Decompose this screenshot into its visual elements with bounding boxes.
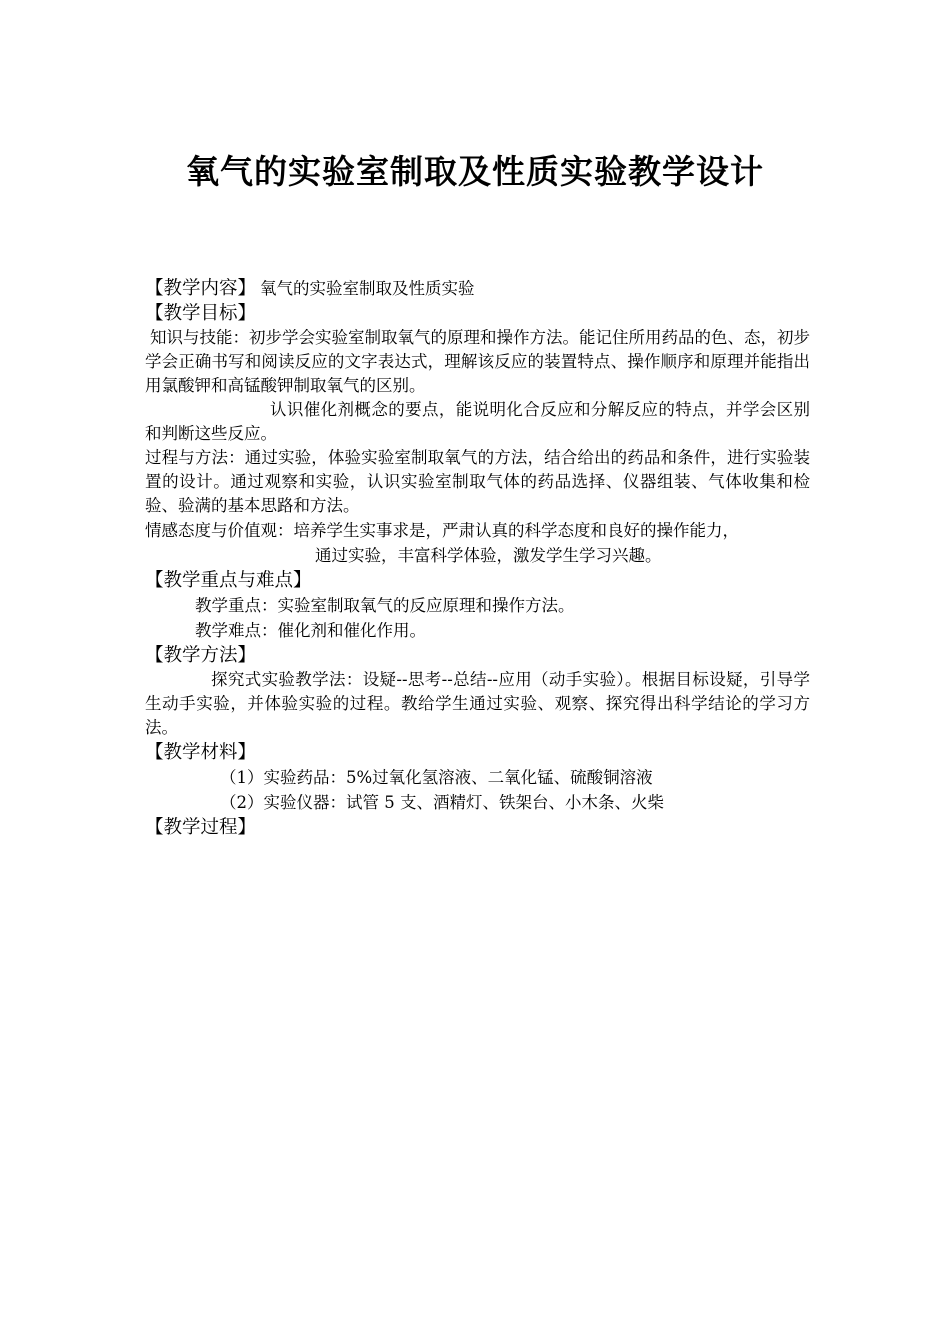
keypoints-heading: 【教学重点与难点】: [145, 570, 312, 591]
teaching-content-text: 氧气的实验室制取及性质实验: [260, 279, 475, 298]
teaching-method-heading: 【教学方法】: [145, 645, 257, 666]
document-title: 氧气的实验室制取及性质实验教学设计: [186, 152, 764, 191]
teaching-content-heading: 【教学内容】: [145, 278, 257, 299]
document-body: [145, 276, 810, 840]
emotion-line-2: 通过实验，丰富科学体验，激发学生学习兴趣。: [315, 546, 662, 565]
materials-item-1: （1）实验药品：5%过氧化氢溶液、二氧化锰、硫酸铜溶液: [220, 768, 653, 787]
teaching-materials-heading: 【教学材料】: [145, 742, 257, 763]
process-method-paragraph: 过程与方法：通过实验，体验实验室制取氧气的方法，结合给出的药品和条件，进行实验装置的设计。通过观察和实验，认识实验室制取气体的药品选择、仪器组装、气体收集和检验、验满的基本思路和方法。: [145, 448, 810, 515]
materials-item-2: （2）实验仪器：试管 5 支、酒精灯、铁架台、小木条、火柴: [220, 793, 664, 812]
knowledge-skills-paragraph: 知识与技能：初步学会实验室制取氧气的原理和操作方法。能记住所用药品的色、态，初步学会正确书写和阅读反应的文字表达式，理解该反应的装置特点、操作顺序和原理并能指出用氯酸钾和高锰酸钾制取氧气的区别。: [145, 328, 810, 395]
teaching-method-paragraph: 探究式实验教学法：设疑--思考--总结--应用（动手实验）。根据目标设疑，引导学生动手实验，并体验实验的过程。教给学生通过实验、观察、探究得出科学结论的学习方法。: [145, 670, 810, 737]
difficult-point-line: 教学难点：催化剂和催化作用。: [195, 621, 426, 640]
key-point-line: 教学重点：实验室制取氧气的反应原理和操作方法。: [195, 596, 575, 615]
teaching-goals-heading: 【教学目标】: [145, 303, 257, 324]
teaching-content-row: [145, 276, 810, 301]
catalyst-paragraph: 认识催化剂概念的要点，能说明化合反应和分解反应的特点，并学会区别和判断这些反应。: [145, 400, 810, 443]
teaching-process-heading: 【教学过程】: [145, 817, 257, 838]
emotion-line-1: 情感态度与价值观：培养学生实事求是，严肃认真的科学态度和良好的操作能力，: [145, 521, 739, 540]
